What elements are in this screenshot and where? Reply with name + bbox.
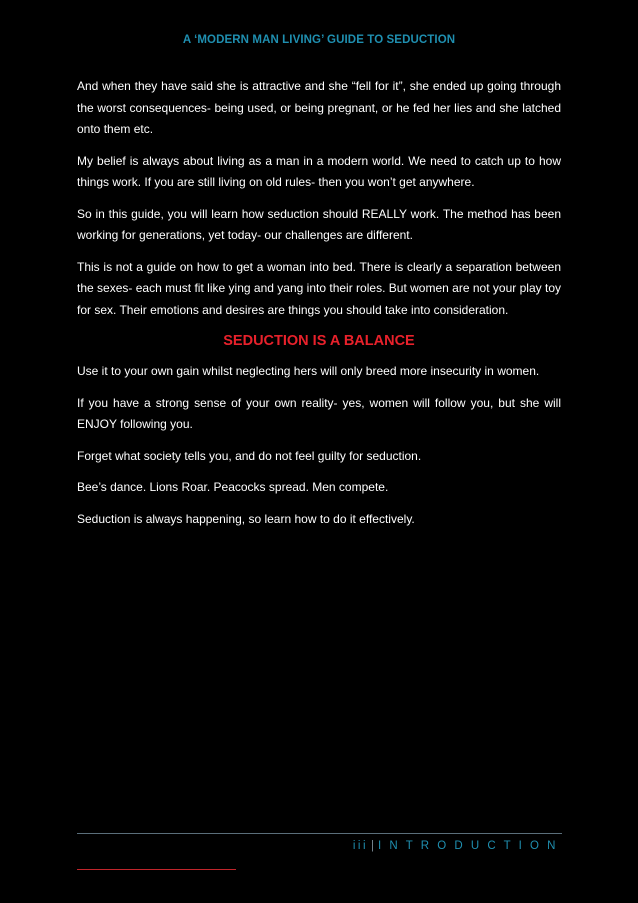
paragraph: Seduction is always happening, so learn how to do it effectively. bbox=[77, 511, 415, 526]
paragraph: And when they have said she is attractive and she “fell for it”, she ended up going through the worst consequences- being used, or being pregnant, or he fed her lies and she latched onto them etc. bbox=[77, 79, 561, 136]
paragraph: So in this guide, you will learn how seduction should REALLY work. The method has been working for generations, yet today- our challenges are different. bbox=[77, 206, 561, 242]
paragraph: This is not a guide on how to get a woman into bed. There is clearly a separation between the sexes- each must fit like ying and yang into their roles. But women are not your play toy for sex. Their emotions and desires are things you should take into consideration. bbox=[77, 259, 561, 317]
section-heading: SEDUCTION IS A BALANCE bbox=[223, 333, 415, 349]
page-number: iii bbox=[352, 840, 369, 852]
page-footer bbox=[353, 840, 558, 852]
footer-divider bbox=[77, 833, 562, 834]
paragraph: My belief is always about living as a man in a modern world. We need to catch up to how things work. If you are still living on old rules- then you won’t get anywhere. bbox=[77, 153, 561, 189]
paragraph: Use it to your own gain whilst neglecting hers will only breed more insecurity in women. bbox=[77, 364, 540, 378]
paragraph: Forget what society tells you, and do not feel guilty for seduction. bbox=[77, 448, 422, 463]
footer-separator: | bbox=[371, 840, 375, 852]
footer-section-label: I N T R O D U C T I O N bbox=[378, 840, 558, 852]
footnote-divider bbox=[77, 869, 236, 870]
page-header-title: A ‘MODERN MAN LIVING’ GUIDE TO SEDUCTION bbox=[182, 34, 456, 46]
document-body bbox=[77, 76, 561, 540]
paragraph: Bee’s dance. Lions Roar. Peacocks spread. Men compete. bbox=[77, 480, 389, 494]
paragraph: If you have a strong sense of your own reality- yes, women will follow you, but she will ENJOY following you. bbox=[77, 395, 561, 431]
